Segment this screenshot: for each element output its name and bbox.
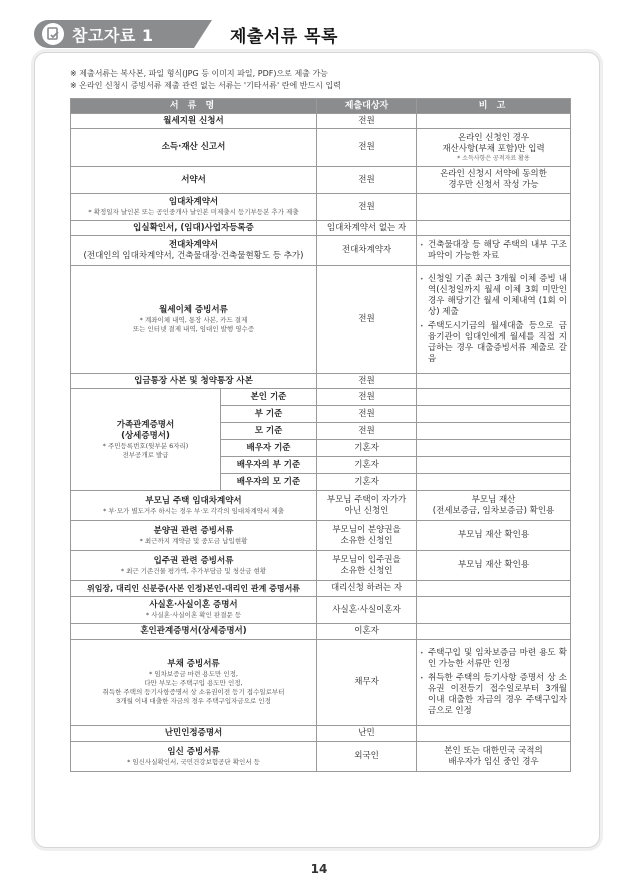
note-text: 본인 또는 대한민국 국적의: [444, 745, 543, 756]
doc-name: 난민인정증명서: [71, 726, 317, 742]
table-row: [71, 266, 571, 374]
doc-target: [317, 521, 417, 551]
notes: [70, 68, 341, 92]
doc-target: 기혼자: [317, 474, 417, 491]
doc-subtext: * 임신사실확인서, 국민건강보험공단 확인서 등: [127, 757, 260, 766]
table-row: [71, 221, 571, 236]
doc-name-cell: [71, 521, 317, 551]
doc-subtext: * 부·모가 별도거주 하시는 경우 부·모 각각의 임대차계약서 제출: [103, 506, 284, 515]
family-basis: 부 기준: [221, 406, 317, 423]
doc-name-line2: (상세증명서): [121, 430, 170, 441]
doc-note: [417, 726, 571, 742]
doc-target: 전원: [317, 129, 417, 167]
doc-subtext: 3개월 이내 대출한 자금의 경우 주택구입자금으로 인정: [116, 697, 271, 705]
table-row: [71, 726, 571, 742]
doc-target: 전원: [317, 266, 417, 374]
doc-note: [417, 423, 571, 440]
doc-target: 외국인: [317, 742, 417, 772]
doc-target: 전원: [317, 167, 417, 194]
doc-target: 전대차계약자: [317, 236, 417, 266]
doc-subtext: * 임차보증금 마련 용도만 인정,: [149, 670, 238, 678]
doc-note: • 신청일 기준 최근 3개월 이체 증빙 내역(신청일까지 월세 이체 3회 미만인 경우 해당기간 월세 이체내역 (1회 이상) 제출 • 주택도시기금의 월세대출 등으로 금융기관이 임대인에게 월세를 직접 지급하는 경우 대출증빙서류 제출로 갈음: [417, 266, 571, 374]
doc-name-cell: [71, 236, 317, 266]
doc-note: 부모님 재산 확인용: [417, 521, 571, 551]
doc-target: [317, 491, 417, 521]
note-text: 재산사항(부채 포함)만 입력: [442, 143, 545, 154]
doc-name-cell: [71, 742, 317, 772]
doc-name: 임신 증빙서류: [167, 746, 220, 757]
doc-note: [417, 129, 571, 167]
doc-subtext: * 확정일자 날인본 또는 공인중개사 날인본 미제출시 등기부등본 추가 제출: [88, 208, 299, 216]
table-row: [71, 389, 571, 406]
section-tab-label: 참고자료 1: [72, 26, 154, 45]
doc-subtext: 취득한 주택의 등기사항증명서 상 소유권이전 등기 접수일로부터: [102, 688, 285, 696]
page-number: 14: [310, 862, 328, 876]
doc-name-cell: [71, 551, 317, 581]
doc-note: [417, 440, 571, 457]
doc-target: 사실혼·사실이혼자: [317, 597, 417, 624]
doc-subtext: * 사실혼·사실이혼 확인 판결문 등: [145, 611, 242, 619]
doc-name-cell: [71, 194, 317, 221]
table-row: [71, 624, 571, 640]
doc-subtext: 다만 부모는 주택구입 용도만 인정,: [144, 679, 243, 687]
note-text: 신청일 기준 최근 3개월 이체 증빙 내역(신청일까지 월세 이체 3회 미만인 경우 해당기간 월세 이체내역 (1회 이상) 제출: [428, 274, 568, 317]
doc-subtext: * 최근까지 계약금 및 중도금 납입현황: [139, 536, 248, 545]
target-line: 소유한 신청인: [340, 565, 393, 576]
doc-target: 전원: [317, 389, 417, 406]
doc-note: [417, 389, 571, 406]
document-table: [70, 98, 571, 772]
note-text: 주택구입 및 임차보증금 마련 용도 확인 가능한 서류만 인정: [428, 648, 568, 669]
doc-note: [417, 491, 571, 521]
doc-target: 대리신청 하려는 자: [317, 581, 417, 597]
note-text: 배우자가 임신 중인 경우: [448, 756, 539, 767]
table-row: [71, 597, 571, 624]
doc-note: [417, 581, 571, 597]
note-text: 건축물대장 등 해당 주택의 내부 구조 파악이 가능한 자료: [428, 239, 568, 261]
doc-target: 난민: [317, 726, 417, 742]
family-cert-cell: [71, 389, 221, 491]
doc-note: [417, 114, 571, 129]
note-text: 취득한 주택의 등기사항 증명서 상 소유권 이전등기 접수일로부터 3개월 이내 대출한 자금의 경우 주택구입자금으로 인정: [428, 673, 568, 716]
target-line: 소유한 신청인: [340, 535, 393, 546]
doc-note: • 건축물대장 등 해당 주택의 내부 구조 파악이 가능한 자료: [417, 236, 571, 266]
table-row: [71, 129, 571, 167]
note-line: ※ 온라인 신청시 증빙서류 제출 관련 없는 서류는 '기타서류' 란에 반드시 입력: [70, 81, 341, 90]
target-line: 부모님 주택이 자가가: [326, 494, 407, 505]
doc-name: 입주권 관련 증빙서류: [153, 555, 234, 566]
doc-name: 전대차계약서: [168, 239, 219, 250]
note-text: 주택도시기금의 월세대출 등으로 금융기관이 임대인에게 월세를 직접 지급하는 경우 대출증빙서류 제출로 갈음: [428, 321, 568, 364]
doc-target: 기혼자: [317, 457, 417, 474]
doc-name: 입실확인서, (임대)사업자등록증: [71, 221, 317, 236]
doc-target: [317, 551, 417, 581]
family-basis: 배우자 기준: [221, 440, 317, 457]
header-target: 제출대상자: [317, 99, 417, 114]
doc-note: [417, 221, 571, 236]
doc-name-cell: [71, 640, 317, 726]
table-row: [71, 742, 571, 772]
doc-name: 월세이체 증빙서류: [159, 305, 228, 315]
header-name: 서 류 명: [71, 99, 317, 114]
doc-target: 전원: [317, 406, 417, 423]
page-title: 제출서류 목록: [230, 27, 338, 47]
doc-name: 임대차계약서: [168, 197, 219, 207]
doc-target: 임대차계약서 없는 자: [317, 221, 417, 236]
note-subtext: * 소득사항은 공적자료 활용: [457, 154, 530, 162]
doc-target: 이혼자: [317, 624, 417, 640]
section-tab: [34, 20, 194, 48]
doc-name-cell: [71, 491, 317, 521]
doc-target: 채무자: [317, 640, 417, 726]
table-row: [71, 640, 571, 726]
note-text: 온라인 신청시 서약에 동의한: [440, 169, 547, 179]
doc-name: 부모님 주택 임대차계약서: [145, 495, 242, 506]
doc-name: 입금통장 사본 및 청약통장 사본: [71, 374, 317, 389]
table-row: [71, 374, 571, 389]
doc-name-line2: (전대인의 임대차계약서, 건축물대장·건축물현황도 등 추가): [83, 250, 304, 261]
doc-subtext: * 계좌이체 내역, 통장 사본, 카드 결제: [139, 316, 248, 324]
doc-target: 기혼자: [317, 440, 417, 457]
doc-name: 소득·재산 신고서: [71, 129, 317, 167]
doc-name-cell: [71, 266, 317, 374]
doc-subtext: * 주민등록번호(뒷부분 6자리): [102, 441, 189, 450]
header-note: 비 고: [417, 99, 571, 114]
doc-name: 서약서: [71, 167, 317, 194]
note-text: 온라인 신청인 경우: [457, 132, 530, 143]
doc-note: [417, 742, 571, 772]
family-basis: 배우자의 모 기준: [221, 474, 317, 491]
doc-subtext: 전부공개로 발급: [122, 450, 169, 459]
doc-name: 사실혼·사실이혼 증명서: [149, 600, 238, 610]
doc-name: 분양권 관련 증빙서류: [153, 525, 234, 536]
doc-name: 위임장, 대리인 신분증(사본 인정)본인-대리인 관계 증명서류: [71, 581, 317, 597]
family-basis: 배우자의 부 기준: [221, 457, 317, 474]
doc-note: 부모님 재산 확인용: [417, 551, 571, 581]
page-header: [34, 14, 554, 54]
table-row: [71, 236, 571, 266]
table-row: [71, 581, 571, 597]
doc-note: [417, 167, 571, 194]
doc-note: [417, 374, 571, 389]
family-basis: 모 기준: [221, 423, 317, 440]
doc-name: 가족관계증명서: [116, 419, 175, 430]
doc-note: [417, 457, 571, 474]
doc-note: [417, 624, 571, 640]
note-text: 경우만 신청서 작성 가능: [448, 180, 539, 190]
target-line: 아닌 신청인: [344, 505, 389, 516]
note-line: ※ 제출서류는 복사본, 파일 형식(JPG 등 이미지 파일, PDF)으로 제출 가능: [70, 69, 328, 78]
family-basis: 본인 기준: [221, 389, 317, 406]
table-row: [71, 551, 571, 581]
table-row: [71, 167, 571, 194]
target-line: 부모님이 분양권을: [332, 524, 401, 535]
target-line: 부모님이 입주권을: [332, 554, 401, 565]
table-row: [71, 491, 571, 521]
doc-name: 부채 증빙서류: [167, 659, 220, 669]
doc-name-cell: [71, 597, 317, 624]
doc-note: [417, 406, 571, 423]
document-check-icon: [42, 23, 64, 45]
note-text: 부모님 재산: [471, 494, 516, 505]
doc-target: 전원: [317, 423, 417, 440]
doc-name: 혼인관계증명서(상세증명서): [71, 624, 317, 640]
doc-subtext: * 최근 기존건물 평가액, 추가부담금 및 청산금 현황: [120, 566, 267, 575]
doc-name: 월세지원 신청서: [71, 114, 317, 129]
doc-target: 전원: [317, 374, 417, 389]
table-row: [71, 114, 571, 129]
note-text: (전세보증금, 임차보증금) 확인용: [432, 505, 555, 516]
doc-target: 전원: [317, 114, 417, 129]
doc-note: [417, 474, 571, 491]
doc-note: [417, 597, 571, 624]
table-row: [71, 521, 571, 551]
doc-note: [417, 194, 571, 221]
doc-subtext: 또는 인터넷 결제 내역, 임대인 발행 영수증: [132, 325, 255, 333]
doc-target: 전원: [317, 194, 417, 221]
doc-note: • 주택구입 및 임차보증금 마련 용도 확인 가능한 서류만 인정 • 취득한 주택의 등기사항 증명서 상 소유권 이전등기 접수일로부터 3개월 이내 대출한 자금의 경우 주택구입자금으로 인정: [417, 640, 571, 726]
table-row: [71, 194, 571, 221]
